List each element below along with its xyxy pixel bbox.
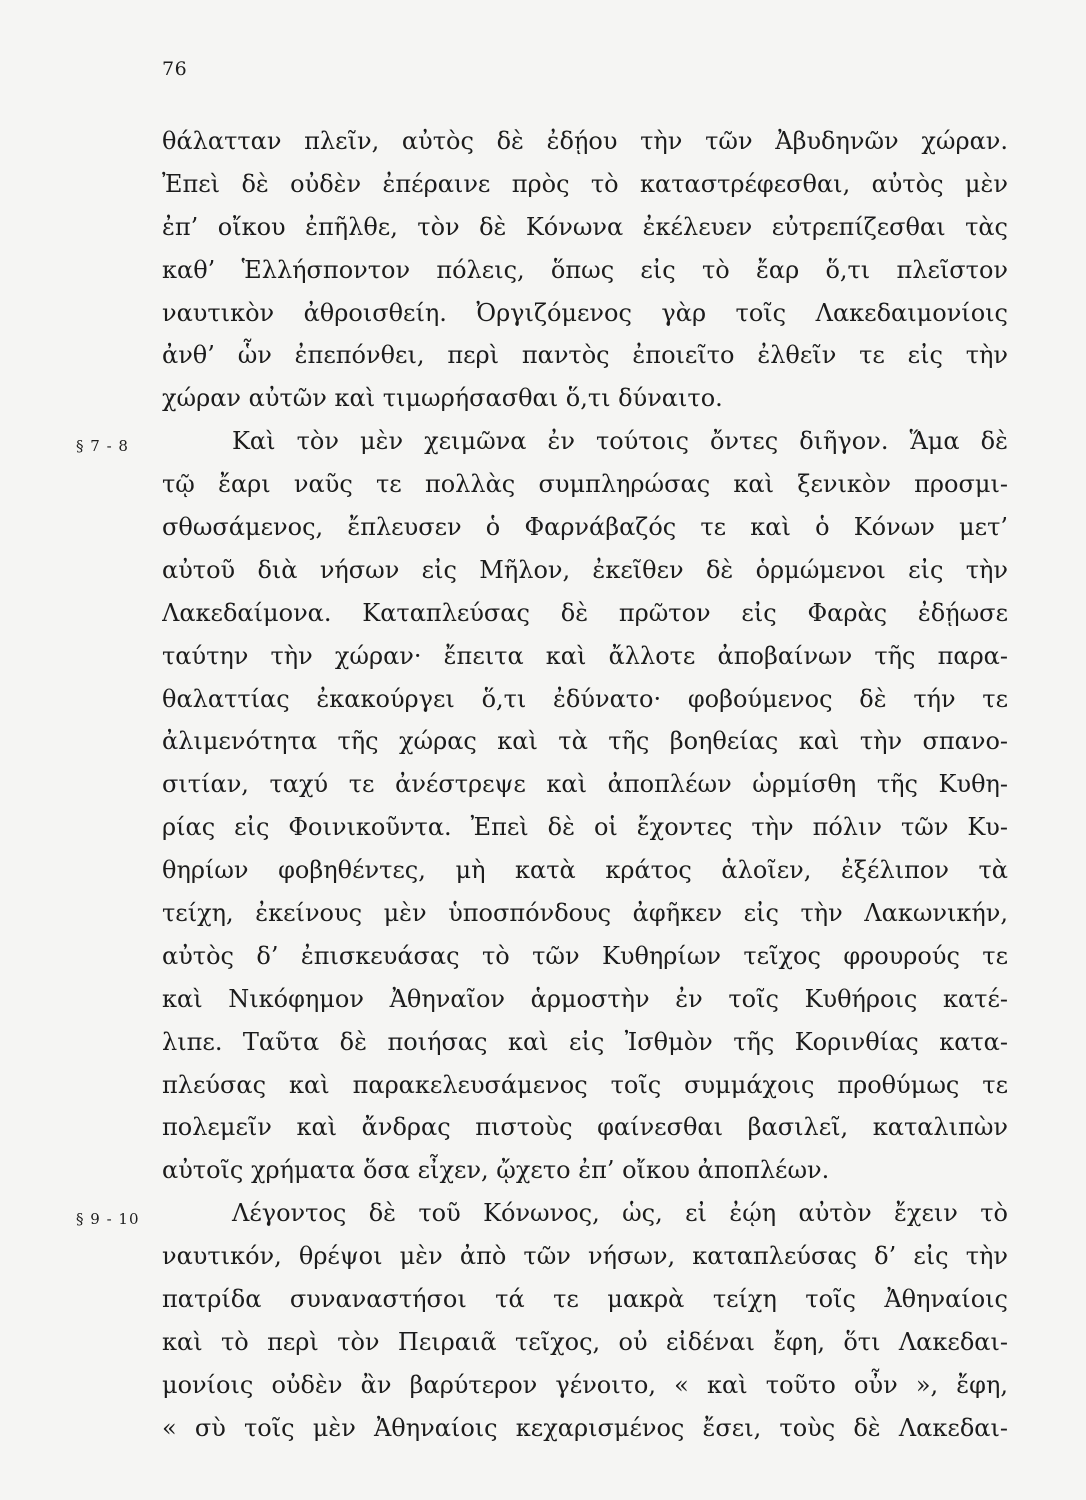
text-line: ἐπ’ οἴκου ἐπῆλθε, τὸν δὲ Κόνωνα ἐκέλευεν εὐτρεπίζεσθαι τὰς xyxy=(162,212,1008,241)
text-line: τείχη, ἐκείνους μὲν ὑποσπόνδους ἀφῆκεν εἰς τὴν Λακωνικήν, xyxy=(162,899,1008,928)
text-line: σθωσάμενος, ἔπλευσεν ὁ Φαρνάβαζός τε καὶ ὁ Κόνων μετ’ xyxy=(162,513,1008,542)
text-line: θηρίων φοβηθέντες, μὴ κατὰ κράτος ἁλοῖεν, ἐξέλιπον τὰ xyxy=(162,856,1008,885)
text-line: Ἐπεὶ δὲ οὐδὲν ἐπέραινε πρὸς τὸ καταστρέφεσθαι, αὐτὸς μὲν xyxy=(162,169,1008,198)
page-number: 76 xyxy=(162,58,188,80)
margin-ref-7-8: § 7 - 8 xyxy=(76,437,129,455)
text-line: σιτίαν, ταχύ τε ἀνέστρεψε καὶ ἀποπλέων ὡρμίσθη τῆς Κυθη- xyxy=(162,770,1008,799)
text-line: Καὶ τὸν μὲν χειμῶνα ἐν τούτοις ὄντες διῆγον. Ἅμα δὲ xyxy=(232,427,1008,456)
text-line: χώραν αὐτῶν καὶ τιμωρήσασθαι ὅ,τι δύναιτο. xyxy=(162,384,723,413)
text-line: ναυτικόν, θρέψοι μὲν ἀπὸ τῶν νήσων, καταπλεύσας δ’ εἰς τὴν xyxy=(162,1242,1008,1271)
text-line: μονίοις οὐδὲν ἂν βαρύτερον γένοιτο, « καὶ τοῦτο οὖν », ἔφη, xyxy=(162,1370,1008,1399)
text-line: ναυτικὸν ἀθροισθείη. Ὀργιζόμενος γὰρ τοῖς Λακεδαιμονίοις xyxy=(162,298,1008,327)
text-line: ἀνθ’ ὧν ἐπεπόνθει, περὶ παντὸς ἐποιεῖτο ἐλθεῖν τε εἰς τὴν xyxy=(162,341,1008,370)
text-line: πατρίδα συναναστήσοι τά τε μακρὰ τείχη τοῖς Ἀθηναίοις xyxy=(162,1285,1008,1314)
text-line: πλεύσας καὶ παρακελευσάμενος τοῖς συμμάχοις προθύμως τε xyxy=(162,1070,1008,1099)
text-line: αὐτοῖς χρήματα ὅσα εἶχεν, ᾤχετο ἐπ’ οἴκου ἀποπλέων. xyxy=(162,1156,830,1185)
text-line: ρίας εἰς Φοινικοῦντα. Ἐπεὶ δὲ οἱ ἔχοντες τὴν πόλιν τῶν Κυ- xyxy=(162,813,1008,842)
text-line: ταύτην τὴν χώραν· ἔπειτα καὶ ἄλλοτε ἀποβαίνων τῆς παρα- xyxy=(162,641,1008,670)
text-line: καὶ Νικόφημον Ἀθηναῖον ἁρμοστὴν ἐν τοῖς Κυθήροις κατέ- xyxy=(162,984,1008,1013)
text-line: τῷ ἔαρι ναῦς τε πολλὰς συμπληρώσας καὶ ξενικὸν προσμι- xyxy=(162,470,1008,499)
text-line: αὐτὸς δ’ ἐπισκευάσας τὸ τῶν Κυθηρίων τεῖχος φρουρούς τε xyxy=(162,941,1008,970)
body-text xyxy=(162,120,1008,1450)
text-line: Λακεδαίμονα. Καταπλεύσας δὲ πρῶτον εἰς Φαρὰς ἐδῄωσε xyxy=(162,598,1008,627)
text-line: αὐτοῦ διὰ νήσων εἰς Μῆλον, ἐκεῖθεν δὲ ὁρμώμενοι εἰς τὴν xyxy=(162,555,1008,584)
text-line: ἀλιμενότητα τῆς χώρας καὶ τὰ τῆς βοηθείας καὶ τὴν σπανο- xyxy=(162,727,1008,756)
text-line: θάλατταν πλεῖν, αὐτὸς δὲ ἐδῄου τὴν τῶν Ἀβυδηνῶν χώραν. xyxy=(162,127,1008,155)
text-line: Λέγοντος δὲ τοῦ Κόνωνος, ὡς, εἰ ἐῴη αὐτὸν ἔχειν τὸ xyxy=(232,1199,1008,1228)
text-line: πολεμεῖν καὶ ἄνδρας πιστοὺς φαίνεσθαι βασιλεῖ, καταλιπὼν xyxy=(162,1113,1008,1142)
text-line: λιπε. Ταῦτα δὲ ποιήσας καὶ εἰς Ἰσθμὸν τῆς Κορινθίας κατα- xyxy=(162,1027,1008,1056)
text-line: θαλαττίας ἐκακούργει ὅ,τι ἐδύνατο· φοβούμενος δὲ τήν τε xyxy=(162,684,1008,713)
margin-ref-9-10: § 9 - 10 xyxy=(76,1210,140,1228)
text-line: καὶ τὸ περὶ τὸν Πειραιᾶ τεῖχος, οὐ εἰδέναι ἔφη, ὅτι Λακεδαι- xyxy=(162,1327,1008,1356)
text-line: « σὺ τοῖς μὲν Ἀθηναίοις κεχαρισμένος ἔσει, τοὺς δὲ Λακεδαι- xyxy=(162,1413,1008,1442)
text-line: καθ’ Ἑλλήσποντον πόλεις, ὅπως εἰς τὸ ἔαρ ὅ,τι πλεῖστον xyxy=(162,255,1008,284)
